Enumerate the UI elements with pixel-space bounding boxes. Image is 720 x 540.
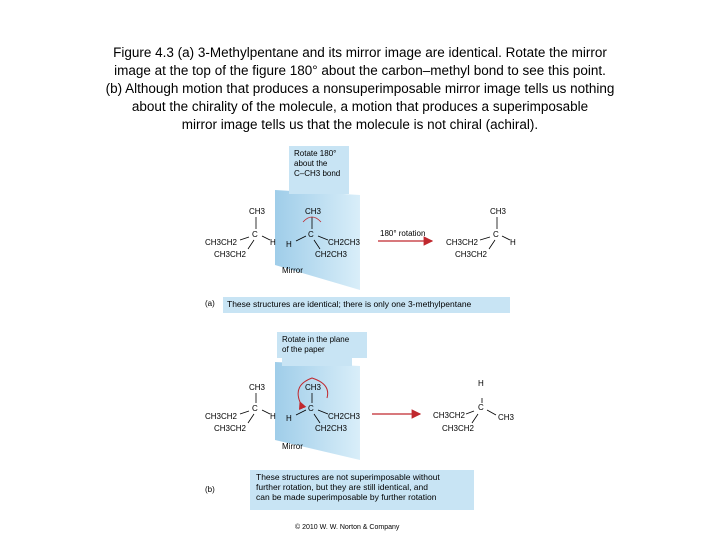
mol-b-mirror-bottom: CH2CH3 (315, 424, 348, 433)
mol-b-mirror-c: C (308, 404, 314, 413)
mirror-label-b: Mirror (282, 442, 303, 451)
callout-line: about the (294, 159, 328, 168)
mol-a-result-c: C (493, 230, 499, 239)
mol-b-left-c: C (252, 404, 258, 413)
banner-a (223, 297, 510, 313)
banner-a-text: These structures are identical; there is only one 3-methylpentane (227, 299, 472, 309)
panel-label-b: (b) (205, 485, 215, 494)
mol-a-mirror-right: CH2CH3 (328, 238, 361, 247)
banner-b-line: further rotation, but they are still identical, and (256, 482, 428, 492)
mol-b-result-top: H (478, 379, 484, 388)
mol-b-mirror-left: H (286, 414, 292, 423)
mol-b-result-bottom: CH3CH2 (442, 424, 475, 433)
mol-a-mirror-bottom: CH2CH3 (315, 250, 348, 259)
mol-a-mirror-left: H (286, 240, 292, 249)
mol-b-left-top: CH3 (249, 383, 266, 392)
mol-a-result-bottom: CH3CH2 (455, 250, 488, 259)
mol-b-mirror-top: CH3 (305, 383, 322, 392)
caption-line: Figure 4.3 (a) 3-Methylpentane and its mirror image are identical. Rotate the mirror (113, 45, 607, 60)
mol-b-left-left: CH3CH2 (205, 412, 238, 421)
callout-line: of the paper (282, 345, 325, 354)
mol-b-result-left: CH3CH2 (433, 411, 466, 420)
banner-b-line: can be made superimposable by further rotation (256, 492, 437, 502)
mol-a-left-c: C (252, 230, 258, 239)
callout-line: Rotate 180° (294, 149, 337, 158)
mol-a-mirror-top: CH3 (305, 207, 322, 216)
mol-b-result-c: C (478, 403, 484, 412)
banner-b-line: These structures are not superimposable without (256, 472, 440, 482)
mol-b-left-bottom: CH3CH2 (214, 424, 247, 433)
rotation-label-a: 180° rotation (380, 229, 426, 238)
mol-a-left-left: CH3CH2 (205, 238, 238, 247)
mol-a-left-top: CH3 (249, 207, 266, 216)
callout-pointer-a (289, 180, 349, 194)
mol-a-mirror-c: C (308, 230, 314, 239)
mol-a-result-left: CH3CH2 (446, 238, 479, 247)
callout-a (289, 146, 349, 182)
caption-line: about the chirality of the molecule, a motion that produces a superimposable (131, 99, 589, 114)
callout-b (277, 332, 367, 358)
mol-a-result-top: CH3 (490, 207, 507, 216)
mol-a-left-right: H (270, 238, 276, 247)
mol-a-result-right: H (510, 238, 516, 247)
mirror-label-a: Mirror (282, 266, 303, 275)
callout-line: C–CH3 bond (294, 169, 341, 178)
caption-line: image at the top of the figure 180° about the carbon–methyl bond to see this point. (114, 63, 606, 78)
callout-line: Rotate in the plane (282, 335, 350, 344)
mol-b-left-right: H (270, 412, 276, 421)
mol-b-result-right: CH3 (498, 413, 515, 422)
mol-a-left-bottom: CH3CH2 (214, 250, 247, 259)
caption-line: mirror image tells us that the molecule is not chiral (achiral). (181, 117, 539, 132)
caption-line: (b) Although motion that produces a nonsuperimposable mirror image tells us nothing (105, 81, 615, 96)
panel-label-a: (a) (205, 299, 215, 308)
banner-b (250, 470, 474, 510)
mol-b-mirror-right: CH2CH3 (328, 412, 361, 421)
copyright-notice: © 2010 W. W. Norton & Company (295, 524, 400, 531)
